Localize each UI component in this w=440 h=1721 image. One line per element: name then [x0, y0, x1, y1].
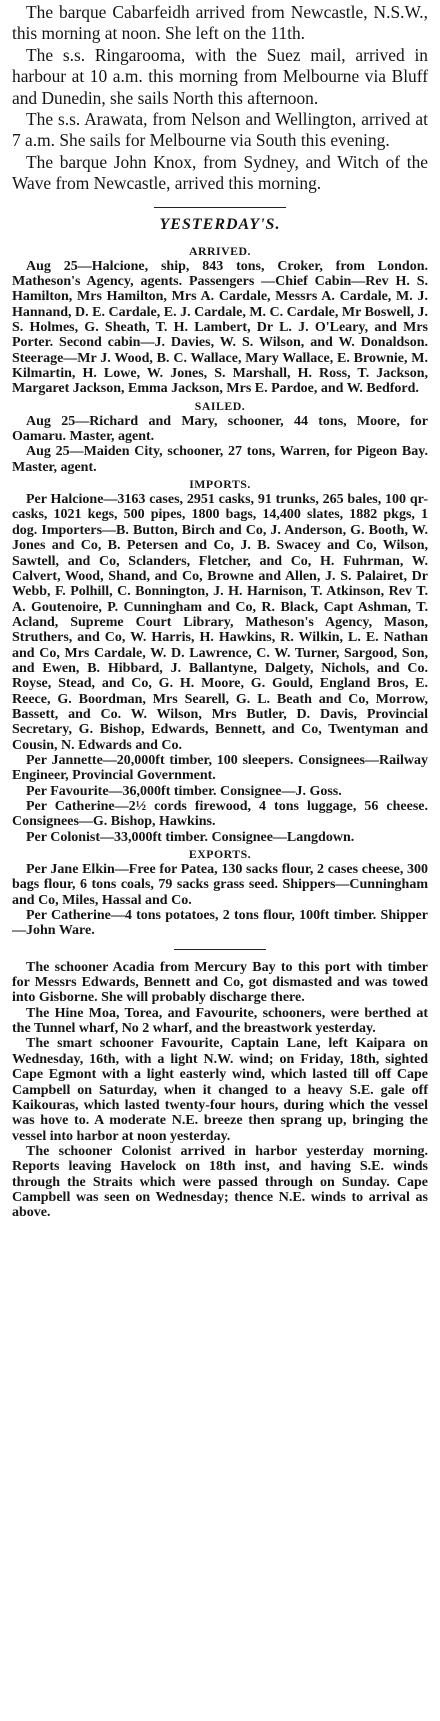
news-paragraph: The barque Cabarfeidh arrived from Newcastle, N.S.W., this morning at noon. She left on the 11th.: [12, 2, 428, 44]
section-divider: [174, 949, 266, 950]
import-entry: Per Jannette—20,000ft timber, 100 sleepers. Consignees—Railway Engineer, Provincial Government.: [12, 752, 428, 784]
export-entry: Per Jane Elkin—Free for Patea, 130 sacks flour, 2 cases cheese, 300 bags flour, 6 tons coals, 79 sacks grass seed. Shippers—Cunningham and Co, Miles, Hassal and Co.: [12, 862, 428, 908]
news-paragraph: The smart schooner Favourite, Captain Lane, left Kaipara on Wednesday, 16th, with a light N.W. wind; on Friday, 18th, sighted Cape Egmont with a light easterly wind, which lasted till off Cape Campbell on Saturday, when it changed to a heavy S.E. gale off Kaikouras, which lasted twenty-four hours, during which the vessel was hove to. A moderate N.E. breeze then sprang up, bringing the vessel into harbor at noon yesterday.: [12, 1036, 428, 1144]
import-entry: Per Halcione—3163 cases, 2951 casks, 91 trunks, 265 bales, 100 qr-casks, 1021 kegs, 500 pipes, 1800 bags, 14,400 slates, 1882 pkgs, 1 dog. Importers—B. Button, Birch and Co, J. Anderson, G. Booth, W. Jones and Co, B. Petersen and Co, J. B. Swacey and Co, Wilson, Sawtell, and Co, Sclanders, Fletcher, and Co, H. Fuhrman, W. Calvert, Wood, Shand, and Co, Browne and Allen, J. S. Palairet, Dr Webb, F. Polhill, C. Bonnington, J. H. Harnison, T. Atkinson, Rev T. A. Goutenoire, P. Cunningham and Co, R. Black, Capt Ashman, T. Acland, Supreme Court Library, Matheson's Agency, Mason, Struthers, and Co, W. Harris, H. Hawkins, R. Wilkin, L. E. Nathan and Co, Mrs Cardale, W. D. Lawrence, C. W. Turner, Sargood, Son, and Ewen, B. Hibbard, J. Ballantyne, Dalgety, Nichols, and Co. Royse, Stead, and Co, G. H. Moore, G. Gould, England Bros, E. Reece, G. Boordman, Mrs Searell, G. L. Beath and Co, Morrow, Bassett, and Co. W. Wilson, Mrs Butler, D. Davis, Provincial Secretary, G. Bishop, Edwards, Bennett, and Co, Twentyman and Cousin, N. Edwards and Co.: [12, 492, 428, 753]
news-paragraph: The schooner Acadia from Mercury Bay to this port with timber for Messrs Edwards, Bennett and Co, got dismasted and was towed into Gisborne. She will probably discharge there.: [12, 959, 428, 1006]
section-title: YESTERDAY'S.: [159, 215, 281, 233]
news-paragraph: The Hine Moa, Torea, and Favourite, schooners, were berthed at the Tunnel wharf, No 2 wharf, and the breastwork yesterday.: [12, 1005, 428, 1037]
lead-shipping-notes: [12, 2, 428, 195]
exports-heading: EXPORTS.: [188, 847, 252, 862]
arrived-heading: ARRIVED.: [188, 243, 251, 258]
imports-section: [12, 476, 428, 845]
news-paragraph: The barque John Knox, from Sydney, and Witch of the Wave from Newcastle, arrived this morning.: [12, 151, 428, 194]
sailed-heading: SAILED.: [194, 398, 246, 413]
news-paragraph: The schooner Colonist arrived in harbor yesterday morning. Reports leaving Havelock on 18th inst, and having S.E. winds through the Straits which were passed through on Sunday. Cape Campbell was seen on Wednesday; thence N.E. winds to arrival as above.: [12, 1143, 428, 1221]
sailing-entry: Aug 25—Maiden City, schooner, 27 tons, Warren, for Pigeon Bay. Master, agent.: [12, 444, 428, 475]
import-entry: Per Colonist—33,000ft timber. Consignee—Langdown.: [26, 829, 355, 845]
imports-heading: IMPORTS.: [189, 477, 251, 492]
export-entry: Per Catherine—4 tons potatoes, 2 tons flour, 100ft timber. Shipper—John Ware.: [12, 908, 428, 939]
import-entry: Per Favourite—36,000ft timber. Consignee—J. Goss.: [26, 783, 342, 799]
arrived-section: [12, 243, 428, 397]
harbour-news: [12, 960, 428, 1221]
section-divider: [154, 207, 286, 208]
sailed-section: [12, 398, 428, 475]
news-paragraph: The s.s. Arawata, from Nelson and Wellington, arrived at 7 a.m. She sails for Melbourne via South this evening.: [12, 109, 428, 151]
exports-section: [12, 846, 428, 939]
import-entry: Per Catherine—2½ cords firewood, 4 tons luggage, 56 cheese. Consignees—G. Bishop, Hawkins.: [12, 799, 428, 830]
arrival-entry: Aug 25—Halcione, ship, 843 tons, Croker, from London. Matheson's Agency, agents. Passengers —Chief Cabin—Rev H. S. Hamilton, Mrs Hamilton, Mrs A. Cardale, Messrs A. Cardale, M. J. Hannand, D. E. Cardale, E. J. Cardale, M. C. Cardale, Mr Boswell, J. S. Holmes, G. Sheath, T. H. Lambert, Dr L. J. O'Leary, and Mrs Porter. Second cabin—J. Davies, W. S. Wilson, and W. Donaldson. Steerage—Mr J. Wood, B. C. Wallace, Mary Wallace, E. Brownie, M. Kilmartin, H. Lowe, W. Jones, S. Marshall, H. Ross, T. Jackson, Margaret Jackson, Emma Jackson, Mrs E. Pardoe, and W. Bedford.: [12, 258, 428, 397]
news-paragraph: The s.s. Ringarooma, with the Suez mail, arrived in harbour at 10 a.m. this morning from Melbourne via Bluff and Dunedin, she sails North this afternoon.: [12, 44, 428, 108]
sailing-entry: Aug 25—Richard and Mary, schooner, 44 tons, Moore, for Oamaru. Master, agent.: [12, 413, 428, 445]
